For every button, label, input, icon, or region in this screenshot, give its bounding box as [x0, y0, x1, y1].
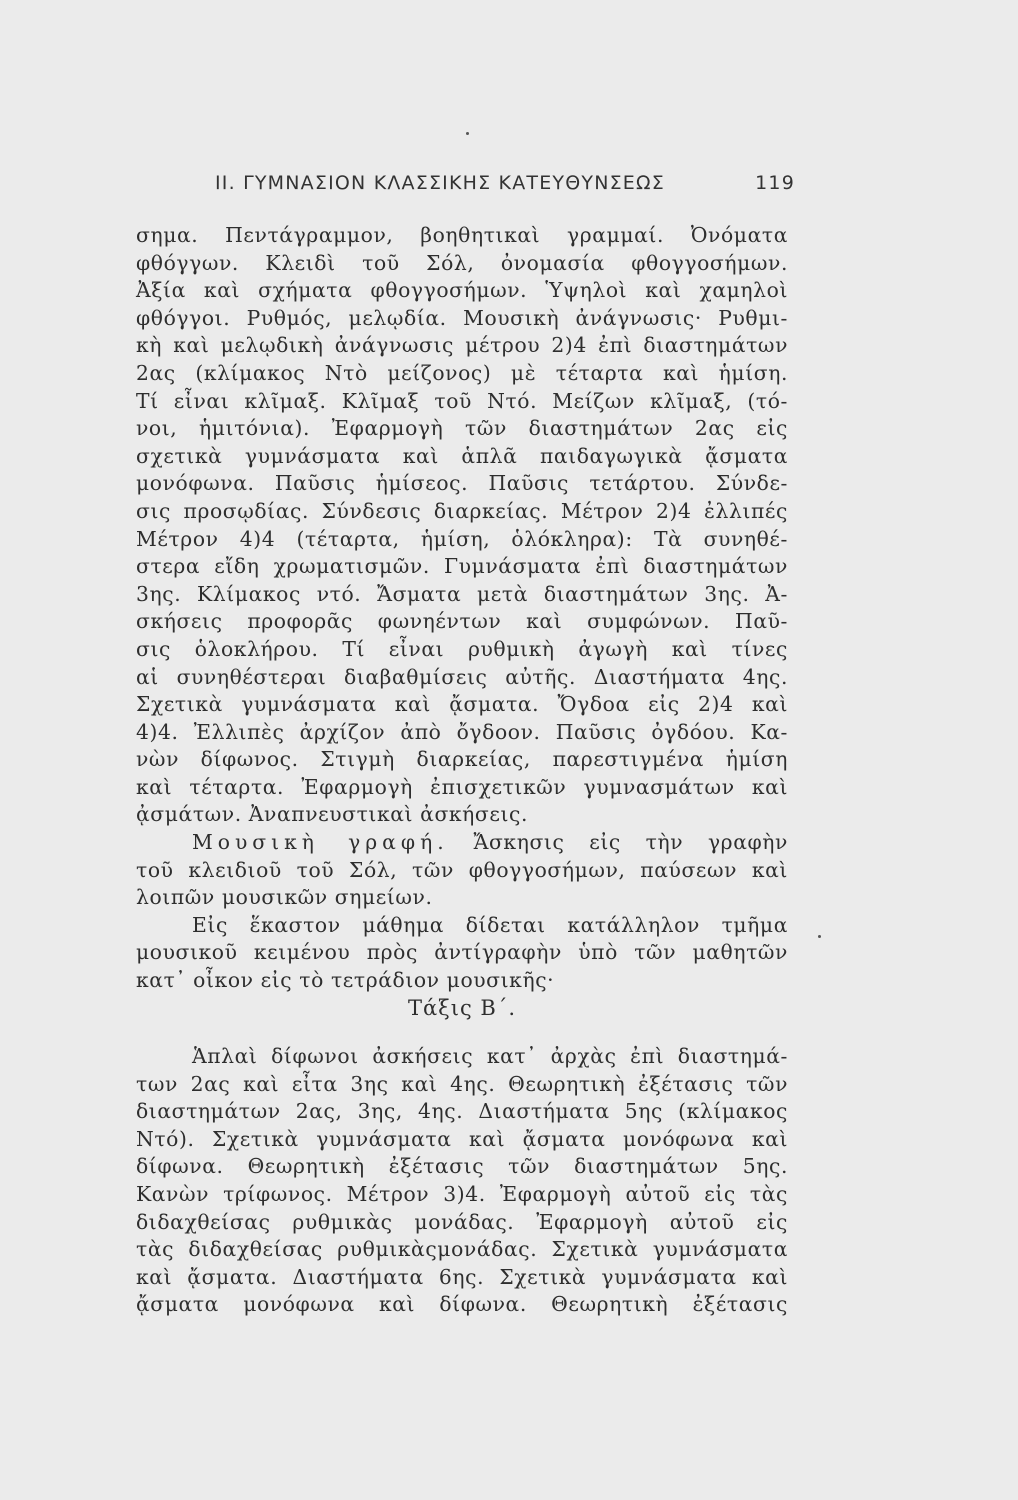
- text-line: σις ὁλοκλήρου. Τί εἶναι ρυθμικὴ ἀγωγὴ καὶ τίνες: [136, 636, 788, 661]
- text-line: νὼν δίφωνος. Στιγμὴ διαρκείας, παρεστιγμένα ἡμίση: [136, 747, 788, 772]
- text-line: Σχετικὰ γυμνάσματα καὶ ᾄσματα. Ὄγδοα εἰς 2)4 καὶ: [136, 692, 788, 717]
- main-text-block: [136, 222, 788, 995]
- text-line: Ντό). Σχετικὰ γυμνάσματα καὶ ᾄσματα μονόφωνα καὶ: [136, 1126, 788, 1151]
- section-title: Τάξις Β΄.: [407, 996, 517, 1020]
- text-line: διαστημάτων 2ας, 3ης, 4ης. Διαστήματα 5ης (κλίμακος: [136, 1099, 788, 1124]
- text-line: φθόγγοι. Ρυθμός, μελῳδία. Μουσικὴ ἀνάγνωσις· Ρυθμι-: [136, 305, 788, 330]
- print-speck: [466, 132, 469, 135]
- text-line: Μέτρον 4)4 (τέταρτα, ἡμίση, ὁλόκληρα): Τὰ συνηθέ-: [136, 526, 788, 551]
- music-writing-text: Ἄσκησις εἰς τὴν γραφὴν: [473, 830, 788, 855]
- music-writing-first-line: [136, 829, 788, 857]
- text-line: σις προσῳδίας. Σύνδεσις διαρκείας. Μέτρον 2)4 ἐλλιπές: [136, 498, 788, 523]
- running-title: ΙΙ. ΓΥΜΝΑΣΙΟΝ ΚΛΑΣΣΙΚΗΣ ΚΑΤΕΥΘΥΝΣΕΩΣ: [215, 172, 665, 194]
- text-line: σημα. Πεντάγραμμον, βοηθητικαὶ γραμμαί. Ὀνόματα: [136, 223, 788, 247]
- text-line: μουσικοῦ κειμένου πρὸς ἀντίγραφὴν ὑπὸ τῶν μαθητῶν: [136, 940, 788, 965]
- text-line: σκήσεις προφορᾶς φωνηέντων καὶ συμφώνων. Παῦ-: [136, 609, 788, 634]
- text-line: 4)4. Ἐλλιπὲς ἀρχίζον ἀπὸ ὄγδοον. Παῦσις ὀγδόου. Κα-: [136, 719, 788, 744]
- text-line: καὶ ᾄσματα. Διαστήματα 6ης. Σχετικὰ γυμνάσματα καὶ: [136, 1264, 788, 1289]
- text-line: Κανὼν τρίφωνος. Μέτρον 3)4. Ἐφαρμογὴ αὐτοῦ εἰς τὰς: [136, 1181, 788, 1206]
- text-line: Τί εἶναι κλῖμαξ. Κλῖμαξ τοῦ Ντό. Μείζων κλῖμαξ, (τό-: [136, 388, 788, 413]
- text-line: σχετικὰ γυμνάσματα καὶ ἁπλᾶ παιδαγωγικὰ ᾄσματα: [136, 443, 788, 468]
- text-line: ᾄσματα μονόφωνα καὶ δίφωνα. Θεωρητικὴ ἐξέτασις: [136, 1292, 788, 1317]
- text-line: φθόγγων. Κλειδὶ τοῦ Σόλ, ὀνομασία φθογγοσήμων.: [136, 250, 788, 275]
- text-line: ᾀσμάτων. Ἀναπνευστικαὶ ἀσκήσεις.: [136, 802, 529, 827]
- text-line: λοιπῶν μουσικῶν σημείων.: [136, 885, 433, 910]
- text-line: τοῦ κλειδιοῦ τοῦ Σόλ, τῶν φθογγοσήμων, παύσεων καὶ: [136, 857, 788, 882]
- text-line: 3ης. Κλίμακος ντό. Ἄσματα μετὰ διαστημάτων 3ης. Ἀ-: [136, 581, 788, 606]
- text-line: αἱ συνηθέστεραι διαβαθμίσεις αὐτῆς. Διαστήματα 4ης.: [136, 664, 788, 689]
- print-speck: [818, 935, 821, 938]
- text-line: τὰς διδαχθείσας ρυθμικὰςμονάδας. Σχετικὰ γυμνάσματα: [136, 1237, 788, 1262]
- text-line: των 2ας καὶ εἶτα 3ης καὶ 4ης. Θεωρητικὴ ἐξέτασις τῶν: [136, 1071, 788, 1096]
- text-line: Ἁπλαὶ δίφωνοι ἀσκήσεις κατ᾽ ἀρχὰς ἐπὶ διαστημά-: [192, 1044, 788, 1068]
- running-head: [215, 172, 795, 194]
- text-line: κατ᾽ οἶκον εἰς τὸ τετράδιον μουσικῆς·: [136, 968, 555, 993]
- text-line: Ἀξία καὶ σχήματα φθογγοσήμων. Ὑψηλοὶ καὶ χαμηλοὶ: [136, 278, 788, 303]
- text-line: κὴ καὶ μελῳδικὴ ἀνάγνωσις μέτρου 2)4 ἐπὶ διαστημάτων: [136, 333, 788, 358]
- text-line: μονόφωνα. Παῦσις ἡμίσεος. Παῦσις τετάρτου. Σύνδε-: [136, 471, 788, 496]
- page-number: 119: [755, 172, 795, 194]
- text-line: νοι, ἡμιτόνια). Ἐφαρμογὴ τῶν διαστημάτων 2ας εἰς: [136, 416, 788, 441]
- text-line: καὶ τέταρτα. Ἐφαρμογὴ ἐπισχετικῶν γυμνασμάτων καὶ: [136, 774, 788, 799]
- text-line: 2ας (κλίμακος Ντὸ μείζονος) μὲ τέταρτα καὶ ἡμίση.: [136, 360, 788, 385]
- text-line: Εἰς ἕκαστον μάθημα δίδεται κατάλληλον τμῆμα: [192, 912, 788, 937]
- music-writing-heading: Μουσικὴ γραφή.: [192, 830, 449, 855]
- class-b-text-block: [136, 1043, 788, 1319]
- text-line: στερα εἴδη χρωματισμῶν. Γυμνάσματα ἐπὶ διαστημάτων: [136, 554, 788, 579]
- text-line: δίφωνα. Θεωρητικὴ ἐξέτασις τῶν διαστημάτων 5ης.: [136, 1154, 788, 1179]
- text-line: διδαχθείσας ρυθμικὰς μονάδας. Ἐφαρμογὴ αὐτοῦ εἰς: [136, 1209, 788, 1234]
